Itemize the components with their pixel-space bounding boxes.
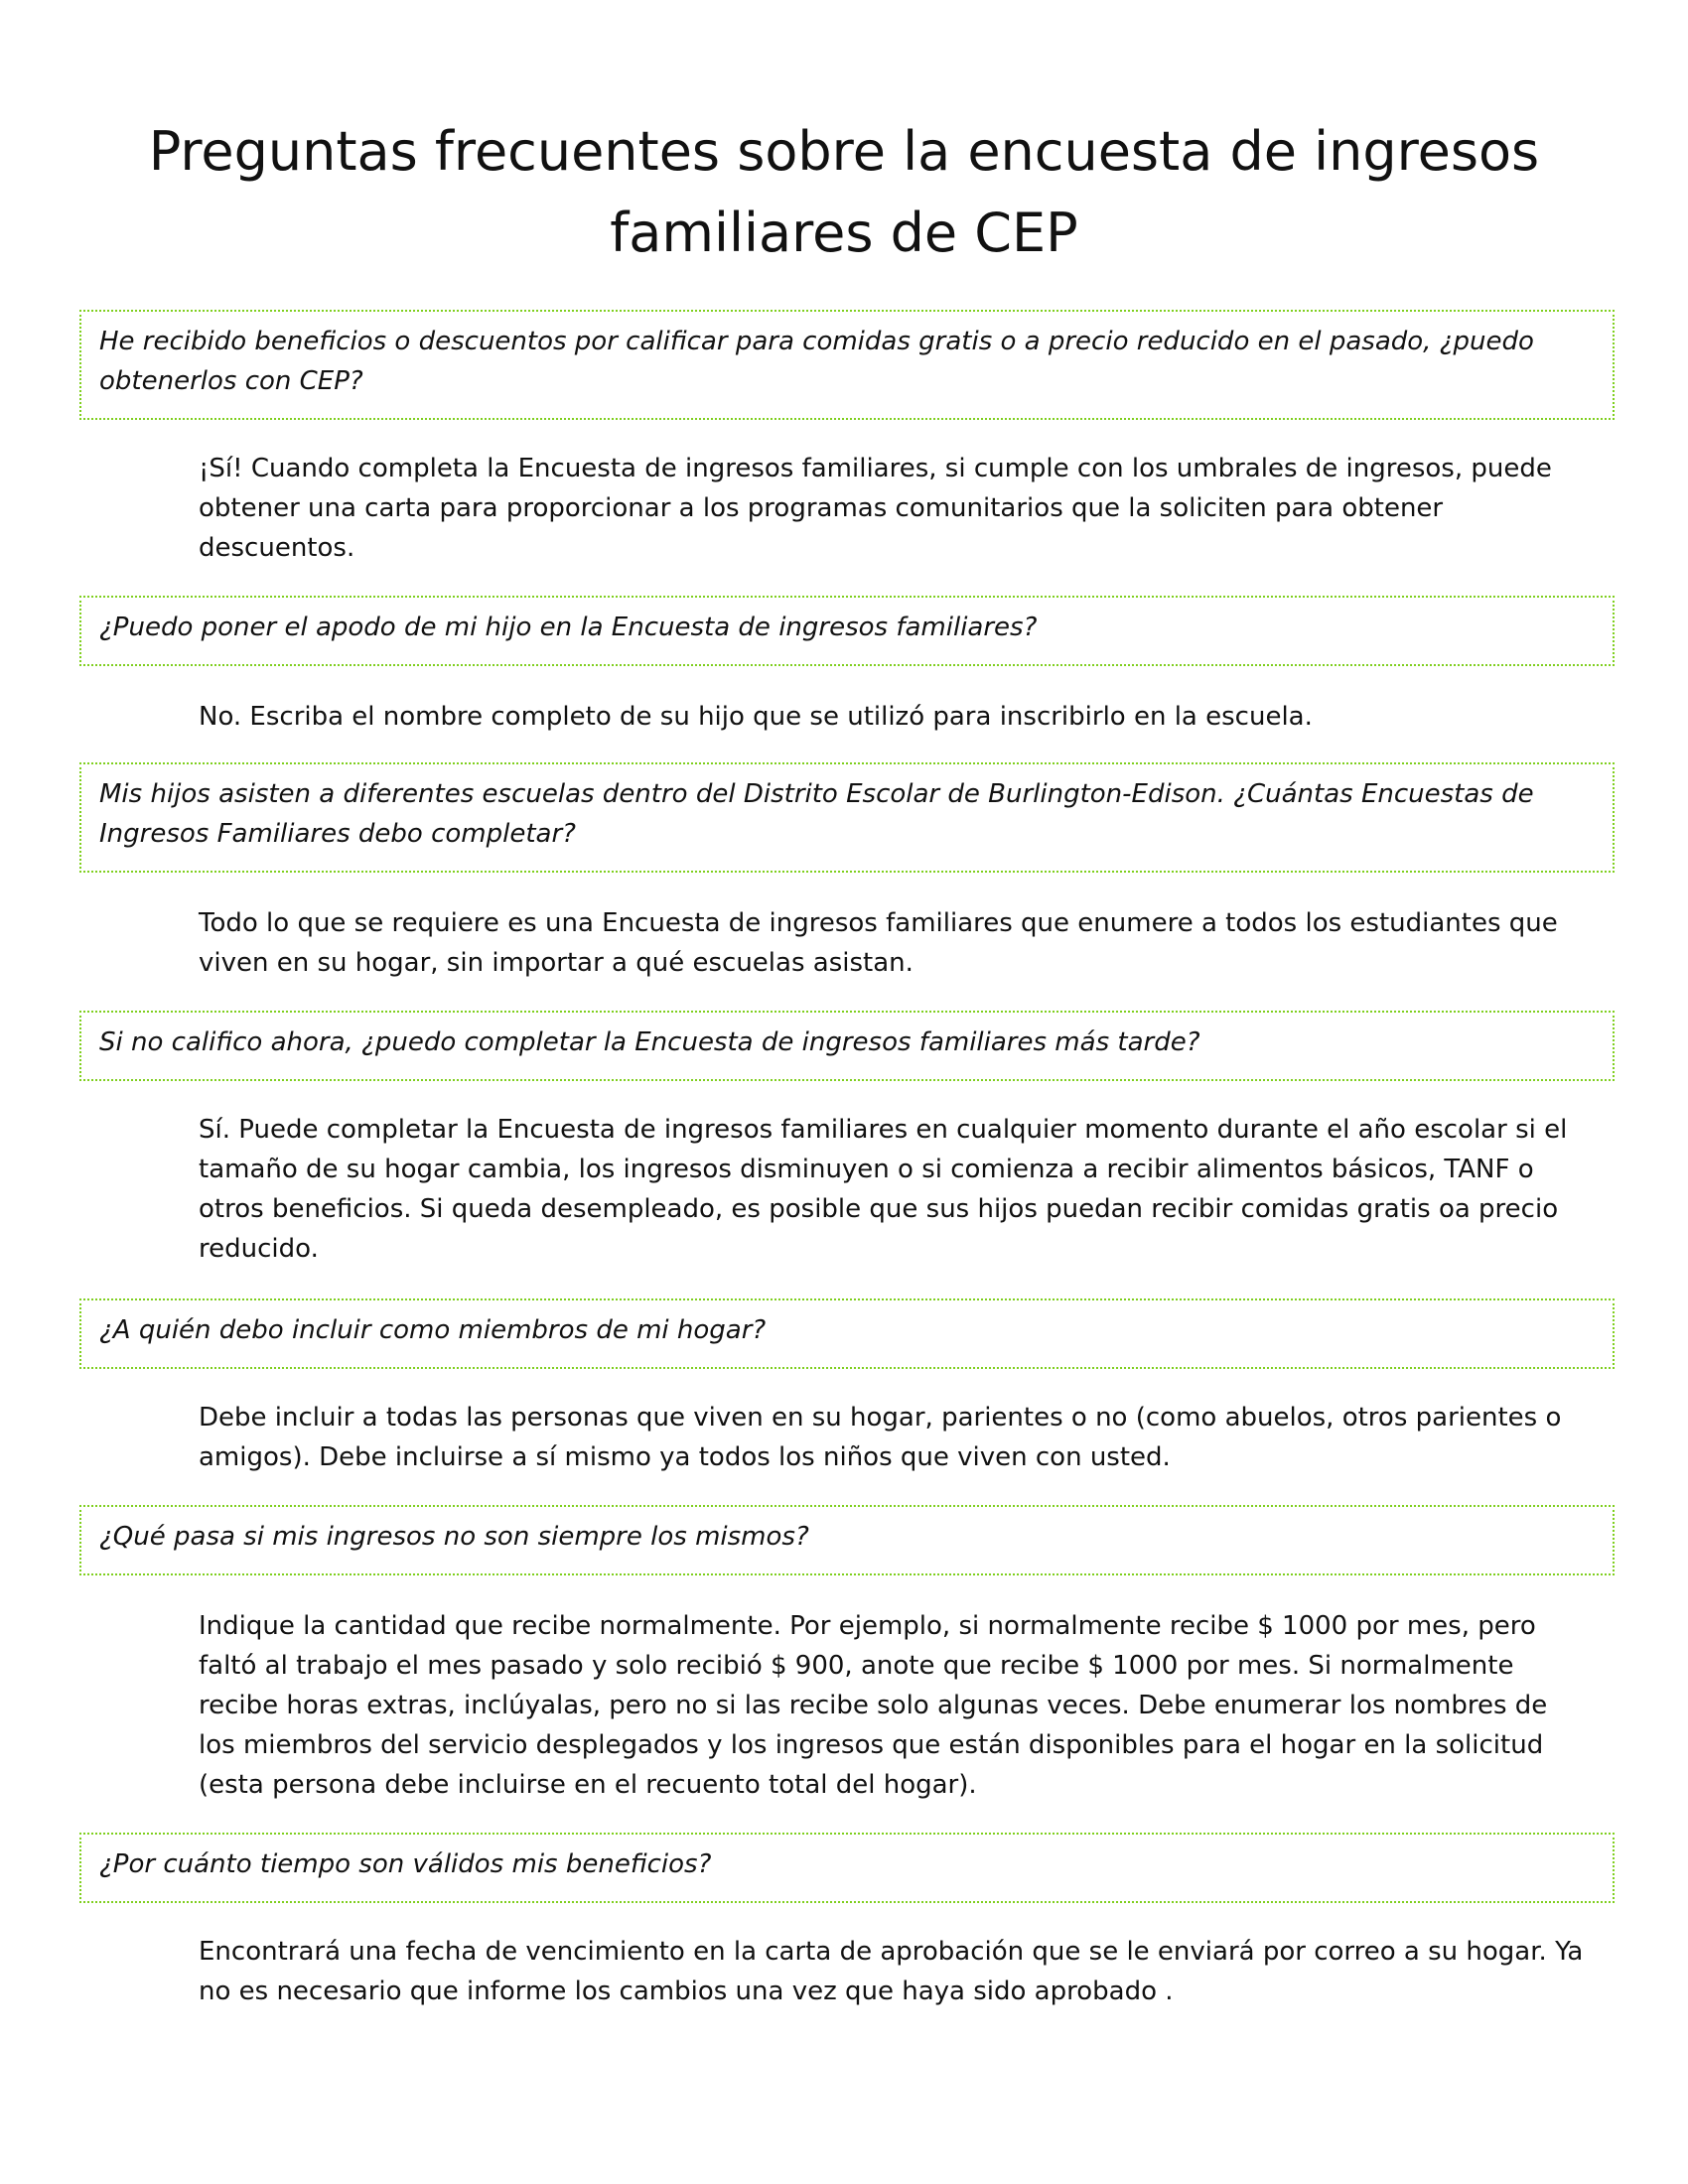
faq-question-5: ¿A quién debo incluir como miembros de mi hogar?: [79, 1298, 1615, 1369]
faq-answer-6: Indique la cantidad que recibe normalmente. Por ejemplo, si normalmente recibe $ 1000 por mes, pero faltó al trabajo el mes pasado y solo recibió $ 900, anote que recibe $ 1000 por mes. Si normalmente recibe horas extras, inclúyalas, pero no si las recibe solo algunas veces. Debe enumerar los nombres de los miembros del servicio desplegados y los ingresos que están disponibles para el hogar en la solicitud (esta persona debe incluirse en el recuento total del hogar).: [199, 1611, 1548, 1800]
faq-question-2: ¿Puedo poner el apodo de mi hijo en la Encuesta de ingresos familiares?: [79, 596, 1615, 666]
faq-answer-3: Todo lo que se requiere es una Encuesta de ingresos familiares que enumere a todos los estudiantes que viven en su hogar, sin importar a qué escuelas asistan.: [199, 908, 1558, 978]
faq-question-1: He recibido beneficios o descuentos por calificar para comidas gratis o a precio reducido en el pasado, ¿puedo obtenerlos con CEP?: [79, 310, 1615, 420]
faq-answer-5: Debe incluir a todas las personas que viven en su hogar, parientes o no (como abuelos, otros parientes o amigos). Debe incluirse a sí mismo ya todos los niños que viven con usted.: [199, 1403, 1562, 1472]
faq-question-7: ¿Por cuánto tiempo son válidos mis beneficios?: [79, 1833, 1615, 1903]
faq-question-4: Si no califico ahora, ¿puedo completar la Encuesta de ingresos familiares más tarde?: [79, 1011, 1615, 1081]
faq-answer-7: Encontrará una fecha de vencimiento en la carta de aprobación que se le enviará por correo a su hogar. Ya no es necesario que informe los cambios una vez que haya sido aprobado .: [199, 1937, 1584, 2006]
faq-answer-1: ¡Sí! Cuando completa la Encuesta de ingresos familiares, si cumple con los umbrales de ingresos, puede obtener una carta para proporcionar a los programas comunitarios que la soliciten para obtener descuentos.: [199, 454, 1552, 563]
faq-question-6: ¿Qué pasa si mis ingresos no son siempre los mismos?: [79, 1505, 1615, 1575]
faq-answer-2: No. Escriba el nombre completo de su hijo que se utilizó para inscribirlo en la escuela.: [199, 702, 1313, 732]
faq-question-3: Mis hijos asisten a diferentes escuelas dentro del Distrito Escolar de Burlington-Edison. ¿Cuántas Encuestas de Ingresos Familiares debo completar?: [79, 762, 1615, 873]
page-title: Preguntas frecuentes sobre la encuesta de ingresos familiares de CEP: [148, 120, 1540, 264]
faq-answer-4: Sí. Puede completar la Encuesta de ingresos familiares en cualquier momento durante el año escolar si el tamaño de su hogar cambia, los ingresos disminuyen o si comienza a recibir alimentos básicos, TANF o otros beneficios. Si queda desempleado, es posible que sus hijos puedan recibir comidas gratis oa precio reducido.: [199, 1115, 1568, 1264]
